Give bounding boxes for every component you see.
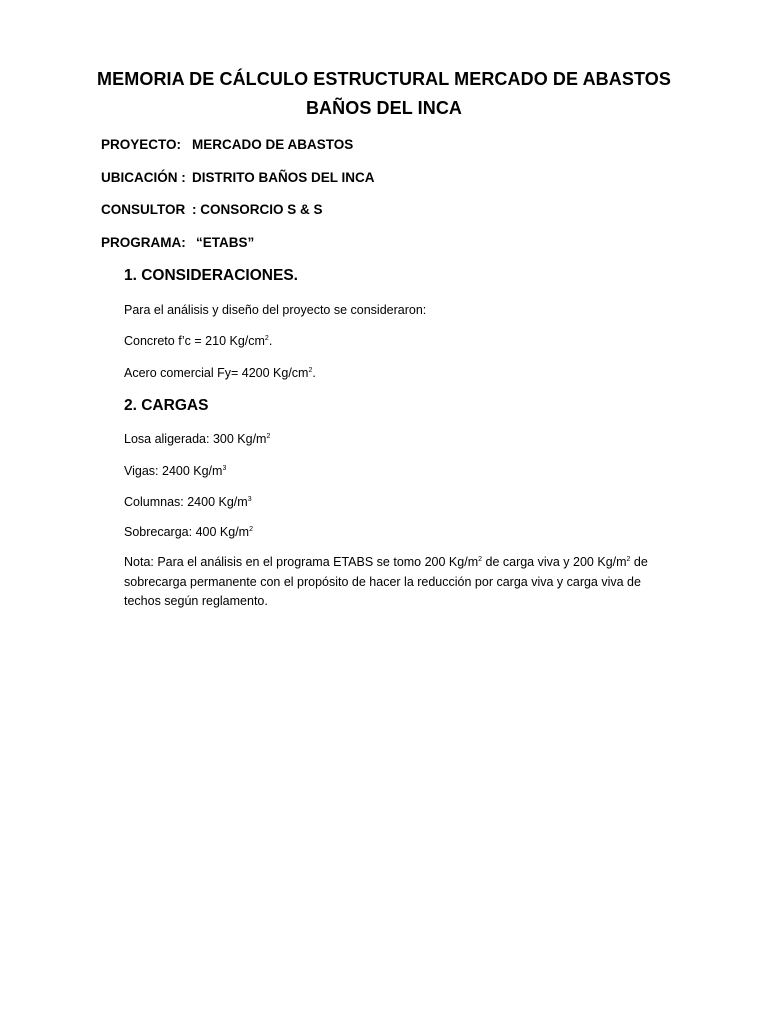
load-item xyxy=(124,432,270,446)
steel-spec-sup: 2 xyxy=(308,367,313,374)
info-label-programa: PROGRAMA: xyxy=(101,235,186,250)
document-title-line-1: MEMORIA DE CÁLCULO ESTRUCTURAL MERCADO DE ABASTOS xyxy=(97,69,671,89)
info-value-ubicacion: DISTRITO BAÑOS DEL INCA xyxy=(192,170,375,185)
steel-spec xyxy=(124,366,316,380)
section-heading-cargas: 2. CARGAS xyxy=(124,397,209,414)
info-row-consultor xyxy=(101,202,323,217)
info-value-consultor: : CONSORCIO S & S xyxy=(192,202,323,217)
load-item xyxy=(124,464,226,478)
load-item-text: Losa aligerada: 300 Kg/m xyxy=(124,432,267,446)
note-sup-1: 2 xyxy=(478,556,483,563)
info-row-ubicacion xyxy=(101,170,375,185)
note-sup-2: 2 xyxy=(626,556,631,563)
concrete-spec-sup: 2 xyxy=(264,335,269,342)
info-label-ubicacion: UBICACIÓN : xyxy=(101,170,186,185)
document-title-line-2: BAÑOS DEL INCA xyxy=(305,98,463,118)
load-item-sup: 3 xyxy=(222,465,227,472)
load-item-sup: 2 xyxy=(249,526,253,533)
info-value-proyecto: MERCADO DE ABASTOS xyxy=(192,137,354,152)
info-row-programa xyxy=(101,235,255,250)
note-line-2: sobrecarga permanente con el propósito de hacer la reducción por carga viva y carga viva de xyxy=(124,574,641,589)
concrete-spec-text: Concreto f’c = 210 Kg/cm xyxy=(124,334,265,348)
load-item-sup: 3 xyxy=(247,496,252,503)
note-part-2: de carga viva y 200 Kg/m xyxy=(482,555,627,569)
note-part-3: de xyxy=(630,555,648,569)
concrete-spec xyxy=(124,334,272,348)
info-value-programa: “ETABS” xyxy=(196,235,255,250)
info-row-proyecto xyxy=(101,137,354,152)
note-paragraph xyxy=(124,553,664,612)
info-label-proyecto: PROYECTO: xyxy=(101,137,182,152)
section-heading-consideraciones: 1. CONSIDERACIONES. xyxy=(124,267,298,284)
load-item-text: Vigas: 2400 Kg/m xyxy=(124,464,223,478)
note-part-1: Nota: Para el análisis en el programa ETABS se tomo 200 Kg/m xyxy=(124,555,479,569)
steel-spec-tail: . xyxy=(312,366,316,380)
load-item-text: Columnas: 2400 Kg/m xyxy=(124,495,248,509)
note-line-1 xyxy=(124,553,664,573)
steel-spec-text: Acero comercial Fy= 4200 Kg/cm xyxy=(124,366,309,380)
load-item-sup: 2 xyxy=(266,433,271,440)
note-line-3: techos según reglamento. xyxy=(124,594,268,608)
considerations-intro: Para el análisis y diseño del proyecto se consideraron: xyxy=(124,303,427,317)
load-item-text: Sobrecarga: 400 Kg/m xyxy=(124,525,250,539)
concrete-spec-tail: . xyxy=(268,334,273,348)
info-label-consultor: CONSULTOR xyxy=(101,202,186,217)
load-item xyxy=(124,495,252,509)
load-item xyxy=(124,525,253,539)
